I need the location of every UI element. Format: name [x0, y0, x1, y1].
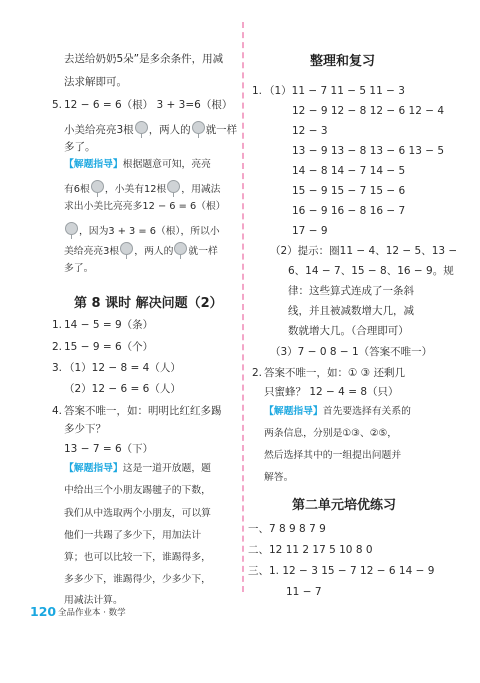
text-segment: 根据题意可知，亮亮 [122, 159, 211, 170]
answer-line: 答案不唯一，如：明明比红红多踢 [64, 405, 222, 417]
balloon-icon [91, 180, 104, 193]
answer-line: 多少下？ [64, 423, 106, 435]
page-number: 120 [30, 604, 57, 619]
hint-line [64, 242, 218, 259]
answer-line: 12 − 6 = 6（根） 3 + 3=6（根） [64, 99, 233, 111]
balloon-icon [120, 242, 133, 255]
answer-line: 多了。 [64, 141, 96, 153]
text-segment: 美给亮亮3根 [64, 246, 120, 257]
answer-line: 15 − 9 = 6（个） [64, 341, 154, 353]
question-number: 5. [52, 99, 63, 111]
hint-line: 两条信息，分别是①③、②⑤， [264, 428, 398, 439]
hint-line: 求出小美比亮亮多12 − 6 = 6（根） [64, 201, 226, 212]
hint-line: 我们从中选取两个小朋友，可以算 [64, 508, 211, 519]
answer-line: 17 − 9 [292, 225, 328, 237]
text-segment: 就一样 [188, 246, 218, 257]
answer-line: 13 − 9 13 − 8 13 − 6 13 − 5 [292, 145, 445, 157]
hint-line: 然后选择其中的一组提出问题并 [264, 450, 402, 461]
text-segment: ，小美有12根 [104, 184, 167, 195]
answer-line: （2）12 − 6 = 6（人） [64, 383, 181, 395]
hint-label: 【解题指导】 [64, 463, 123, 474]
answer-line [64, 121, 237, 137]
text-segment: 小美给亮亮3根 [64, 124, 134, 136]
answer-line: （1）11 − 7 11 − 5 11 − 3 [264, 85, 405, 97]
text-segment: 有6根 [64, 184, 90, 195]
column-divider [242, 22, 244, 592]
hint-line: 多了。 [64, 263, 94, 274]
answer-line: （2）提示：圈11 − 4、12 − 5、13 − [270, 245, 458, 257]
text-segment: 这是一道开放题，题 [122, 463, 211, 474]
text-line: 法求解即可。 [64, 76, 127, 88]
text-line: 去送给奶奶5朵”是多余条件，用减 [64, 53, 224, 65]
hint-line: 解答。 [264, 472, 294, 483]
question-number: 2. [52, 341, 63, 353]
text-segment: ，用减法 [181, 184, 221, 195]
answer-line: 16 − 9 16 − 8 16 − 7 [292, 205, 406, 217]
balloon-icon [174, 242, 187, 255]
hint-line: 多多少下，谁踢得少，少多少下， [64, 574, 211, 585]
answer-line: 答案不唯一，如：① ③ 还剩几 [264, 367, 406, 379]
balloon-icon [167, 180, 180, 193]
hint-label: 【解题指导】 [64, 159, 123, 170]
hint-line [64, 222, 220, 239]
question-number: 3. [52, 362, 63, 374]
answer-line: 12 − 9 12 − 8 12 − 6 12 − 4 [292, 105, 445, 117]
answer-line: 二、12 11 2 17 5 10 8 0 [248, 544, 373, 556]
hint-line: 用减法计算。 [64, 595, 123, 606]
hint-line: 中给出三个小朋友踢毽子的下数， [64, 485, 211, 496]
answer-line: 15 − 9 15 − 7 15 − 6 [292, 185, 406, 197]
section-title: 整理和复习 [310, 54, 376, 69]
question-number: 1. [252, 85, 263, 97]
answer-line: 14 − 5 = 9（条） [64, 319, 154, 331]
text-segment: 就一样 [205, 124, 238, 136]
answer-line: 一、7 8 9 8 7 9 [248, 523, 326, 535]
answer-line: 14 − 8 14 − 7 14 − 5 [292, 165, 406, 177]
balloon-icon [135, 121, 148, 134]
hint-line: 他们一共踢了多少下，用加法计 [64, 530, 202, 541]
answer-line: （3）7 − 0 8 − 1（答案不唯一） [270, 346, 433, 358]
answer-line: 11 − 7 [286, 586, 322, 598]
question-number: 2. [252, 367, 263, 379]
hint-line [64, 180, 220, 197]
hint-line [264, 405, 411, 419]
hint-line [64, 158, 211, 172]
section-title: 第 8 课时 解决问题（2） [74, 296, 223, 311]
answer-line: 6、14 − 7、15 − 8、16 − 9。规 [288, 265, 454, 277]
hint-line [64, 462, 211, 476]
text-segment: 首先要选择有关系的 [322, 406, 411, 417]
answer-line: 只蜜蜂？ 12 − 4 = 8（只） [264, 386, 399, 398]
answer-line: 律：这些算式连成了一条斜 [288, 285, 414, 297]
question-number: 1. [52, 319, 63, 331]
text-segment: ，因为3 + 3 = 6（根），所以小 [79, 226, 220, 237]
text-segment: ，两人的 [134, 246, 174, 257]
answer-line: （1）12 − 8 = 4（人） [64, 362, 181, 374]
balloon-icon [192, 121, 205, 134]
section-title: 第二单元培优练习 [292, 498, 397, 513]
hint-label: 【解题指导】 [264, 406, 323, 417]
text-segment: ，两人的 [148, 124, 191, 136]
balloon-icon [65, 222, 78, 235]
question-number: 4. [52, 405, 63, 417]
answer-line: 三、1. 12 − 3 15 − 7 12 − 6 14 − 9 [248, 565, 435, 577]
answer-line: 12 − 3 [292, 125, 328, 137]
answer-line: 13 − 7 = 6（下） [64, 443, 154, 455]
book-title: 全品作业本 · 数学 [58, 608, 126, 618]
answer-line: 数就增大几。（合理即可） [288, 325, 409, 337]
answer-line: 线，并且被减数增大几，减 [288, 305, 414, 317]
hint-line: 算；也可以比较一下，谁踢得多， [64, 552, 211, 563]
